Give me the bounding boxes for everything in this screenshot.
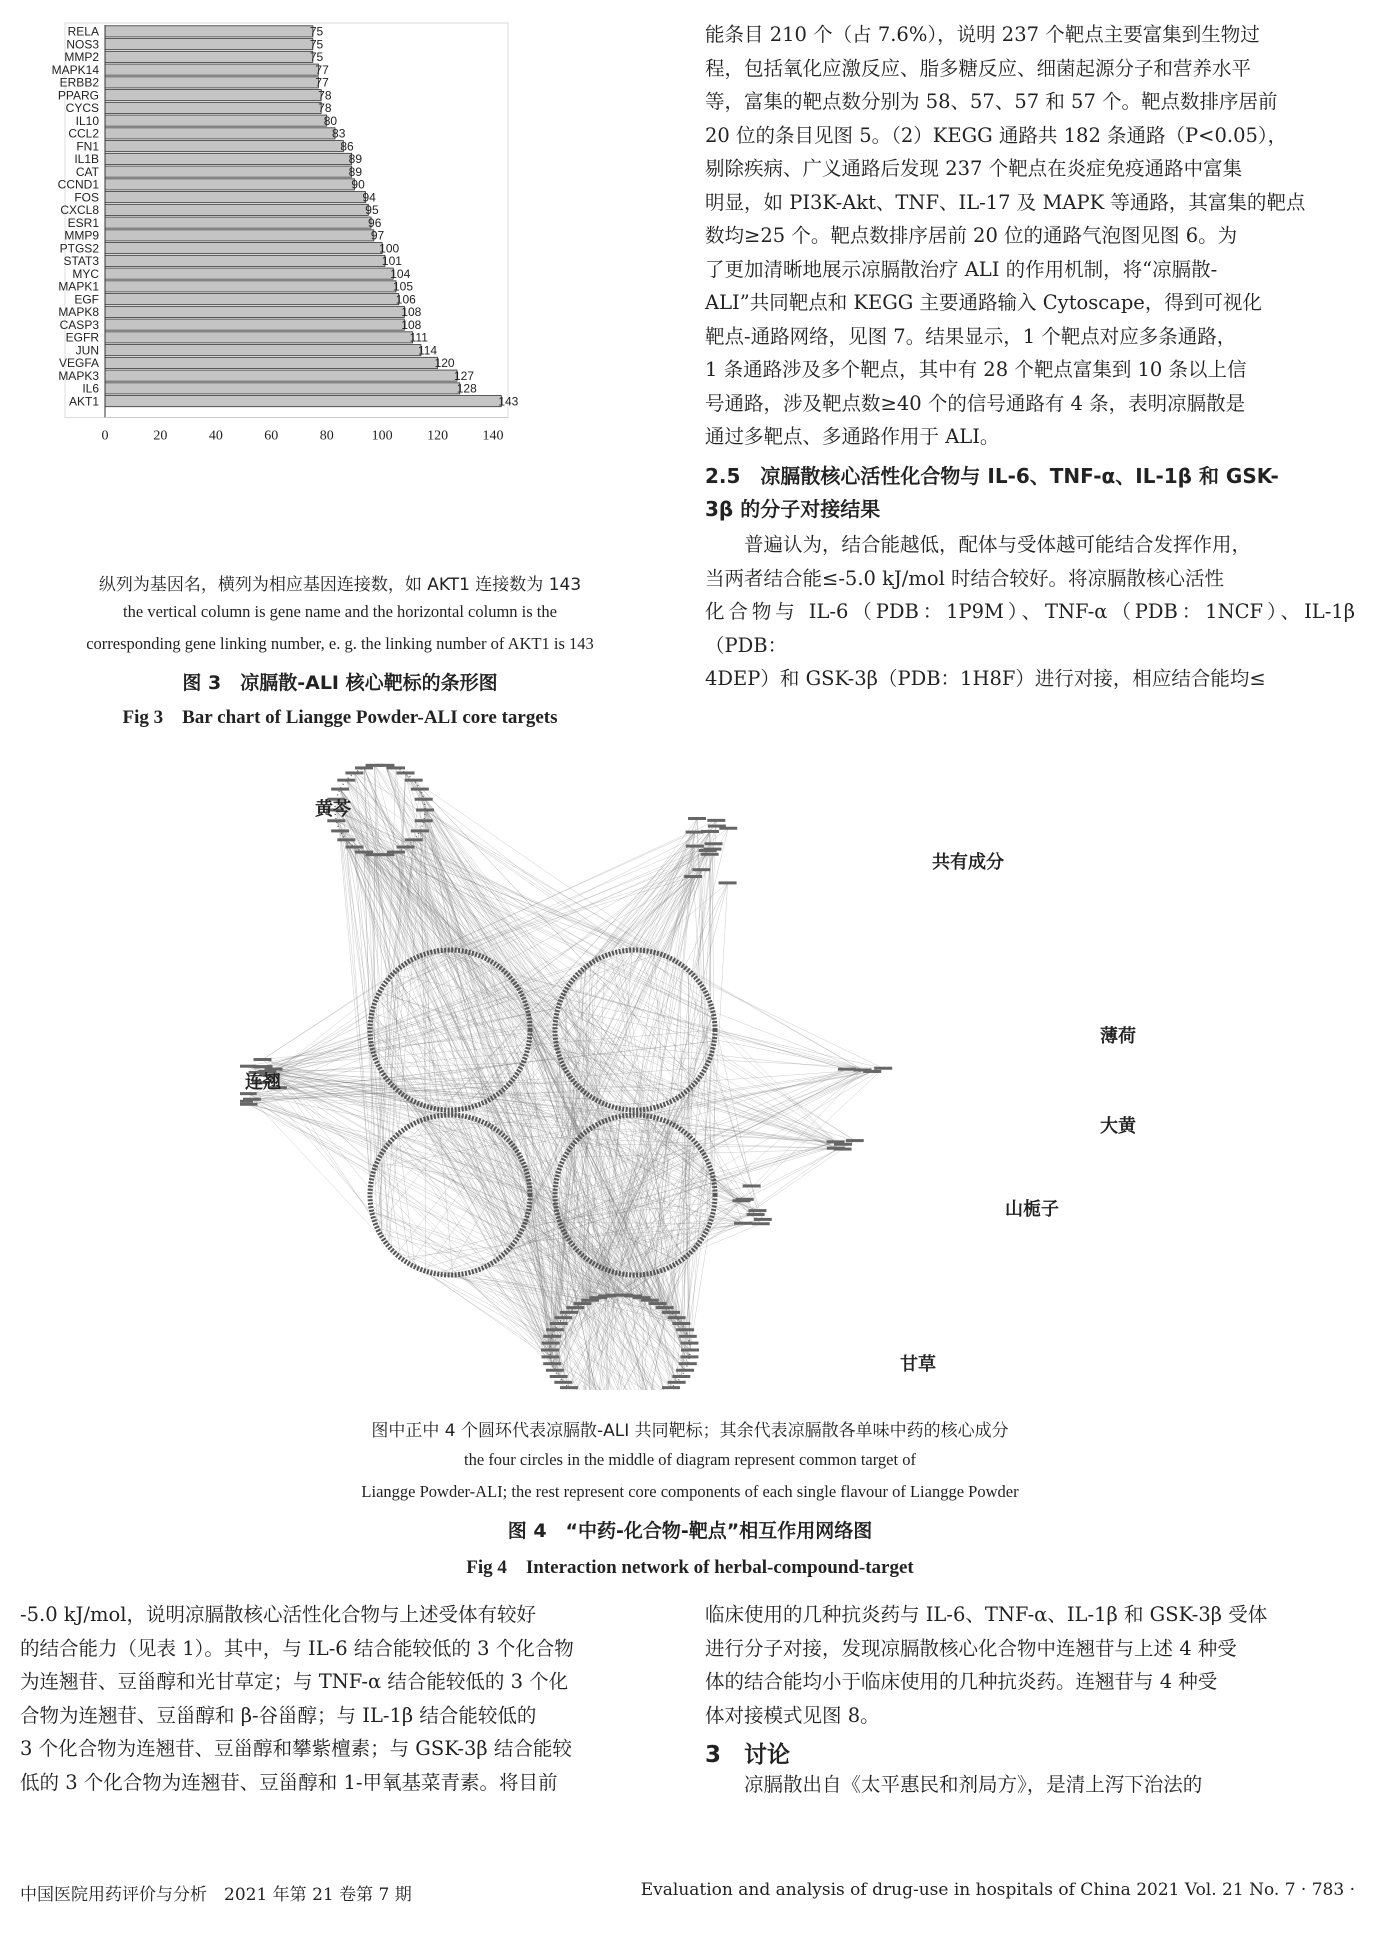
bar-akt1 (105, 396, 501, 407)
compound-node (719, 827, 737, 830)
compound-node (680, 1355, 698, 1358)
network-edge (515, 1077, 559, 1376)
network-edge (551, 967, 586, 1343)
compound-node (243, 1098, 261, 1101)
network-edge (340, 831, 373, 1173)
text-line: 号通路，涉及靶点数≥40 个的信号通路有 4 条，表明凉膈散是 (705, 391, 1246, 415)
bar-value-label: 89 (348, 164, 363, 179)
compound-node (543, 1335, 561, 1338)
text-line: 数均≥25 个。靶点数排序居前 20 位的通路气泡图见图 6。为 (705, 224, 1238, 247)
text-line: 体的结合能均小于临床使用的几种抗炎药。连翘苷与 4 种受 (705, 1670, 1218, 1693)
bar-value-label: 75 (309, 37, 324, 52)
network-edge (406, 773, 622, 1116)
compound-node (676, 1369, 694, 1372)
bar-il6 (105, 383, 460, 394)
network-edge (643, 950, 835, 1141)
bar-category-label: JUN (75, 343, 99, 358)
bar-value-label: 94 (362, 190, 376, 205)
network-edge (621, 1070, 862, 1274)
bar-mmp2 (105, 51, 313, 62)
compound-node (747, 1213, 765, 1216)
compound-node (827, 1140, 845, 1143)
bar-category-label: ERBB2 (59, 75, 99, 90)
compound-node (684, 875, 702, 878)
compound-node (662, 1311, 680, 1314)
compound-node (573, 1302, 591, 1305)
network-edge (354, 847, 376, 997)
section-heading-3: 3 讨论 (705, 1742, 791, 1768)
heading-line: 2.5 凉膈散核心活性化合物与 IL-6、TNF-α、IL-1β 和 GSK- (705, 464, 1279, 488)
bar-category-label: EGFR (65, 330, 99, 345)
text-line: 化合物与 IL-6（PDB：1P9M）、TNF-α（PDB：1NCF）、IL-1β（PDB： (705, 600, 1355, 657)
compound-node (752, 1222, 770, 1225)
text-line: 低的 3 个化合物为连翘苷、豆甾醇和 1-甲氧基菜青素。将目前 (20, 1770, 558, 1794)
bar-esr1 (105, 217, 371, 228)
bar-value-label: 101 (381, 254, 402, 269)
x-tick-label: 20 (153, 428, 168, 444)
compound-node (355, 851, 373, 854)
compound-node (649, 1302, 667, 1305)
compound-node (411, 829, 429, 832)
network-edge (689, 1141, 855, 1255)
compound-node (397, 771, 415, 774)
network-edge (708, 1214, 755, 1227)
bar-casp3 (105, 319, 404, 330)
compound-node (656, 1306, 674, 1309)
bar-value-label: 96 (368, 215, 382, 230)
bar-mmp9 (105, 230, 374, 241)
text-line: ALI”共同靶点和 KEGG 主要通路输入 Cytoscape，得到可视化 (705, 291, 1262, 314)
network-edge (504, 1254, 555, 1370)
bar-value-label: 86 (340, 139, 354, 154)
bar-egfr (105, 332, 413, 343)
bar-category-label: MMP9 (64, 228, 99, 243)
compound-node (416, 809, 434, 812)
compound-node (732, 1199, 750, 1202)
label-gongyou: 共有成分 (932, 852, 1004, 873)
text-line: 体对接模式见图 8。 (705, 1703, 880, 1727)
x-tick-label: 120 (427, 428, 449, 444)
compound-node (387, 766, 405, 769)
compound-node (701, 830, 719, 833)
bar-value-label: 80 (323, 113, 338, 128)
network-edge (335, 810, 638, 950)
bar-category-label: MMP2 (64, 50, 99, 65)
compound-node (240, 1103, 258, 1106)
label-gancao: 甘草 (900, 1354, 936, 1375)
network-edge (453, 1110, 552, 1364)
network-edge (577, 1139, 757, 1210)
compound-node (854, 1068, 872, 1071)
compound-node (560, 1386, 578, 1389)
bar-value-label: 78 (318, 88, 332, 103)
label-bohe: 薄荷 (1100, 1026, 1136, 1047)
bar-value-label: 120 (434, 356, 455, 371)
network-edge (373, 1008, 550, 1357)
compound-node (542, 1355, 560, 1358)
compound-node (734, 1222, 752, 1225)
bar-category-label: CYCS (65, 101, 99, 116)
compound-node (838, 1068, 856, 1071)
compound-node (411, 788, 429, 791)
compound-node (355, 766, 373, 769)
network-edge (528, 877, 693, 1014)
bar-value-label: 100 (379, 241, 400, 256)
compound-node (692, 868, 710, 871)
bar-category-label: IL10 (75, 113, 99, 128)
compound-node (743, 1184, 761, 1187)
compound-node (719, 881, 737, 884)
compound-node (680, 1342, 698, 1345)
fig3-note-en-1: the vertical column is gene name and the horizontal column is the (123, 602, 557, 621)
bar-category-label: EGF (74, 292, 99, 307)
bar-cat (105, 166, 352, 177)
bar-value-label: 83 (332, 126, 346, 141)
compound-node (543, 1362, 561, 1365)
compound-node (415, 819, 433, 822)
network-edge (712, 1068, 883, 1173)
x-tick-label: 100 (371, 428, 393, 444)
bar-value-label: 128 (456, 381, 477, 396)
x-tick-label: 40 (208, 428, 223, 444)
bar-ptgs2 (105, 243, 382, 254)
bar-category-label: MAPK3 (58, 368, 99, 383)
text-line: 4DEP）和 GSK-3β（PDB：1H8F）进行对接，相应结合能均≤ (705, 667, 1266, 690)
bar-mapk3 (105, 370, 457, 381)
fig4-note-en-2: Liangge Powder-ALI; the rest represent core components of each single flavour of Liangge Powder (361, 1482, 1019, 1501)
bar-category-label: ESR1 (67, 215, 99, 230)
bar-mapk1 (105, 281, 396, 292)
bar-stat3 (105, 255, 385, 266)
compound-node (542, 1342, 560, 1345)
network-edge (693, 1070, 863, 1251)
bar-value-label: 127 (453, 368, 475, 383)
fig4-note-en-1: the four circles in the middle of diagram represent common target of (464, 1450, 916, 1469)
bar-category-label: CCL2 (68, 126, 99, 141)
bar-category-label: PTGS2 (59, 241, 99, 256)
network-edge (706, 844, 714, 993)
bar-mapk14 (105, 64, 318, 75)
fig3-note-en-2: corresponding gene linking number, e. g. the linking number of AKT1 is 143 (86, 634, 594, 653)
compound-node (686, 831, 704, 834)
compound-node (546, 1369, 564, 1372)
compound-node (554, 1381, 572, 1384)
compound-node (662, 1386, 680, 1389)
bar-cycs (105, 102, 321, 113)
right-column-text (705, 18, 1355, 454)
label-lianqiao: 连翘 (245, 1072, 281, 1093)
text-line: 剔除疾病、广义通路后发现 237 个靶点在炎症免疫通路中富集 (705, 157, 1243, 180)
bar-rela (105, 26, 313, 37)
compound-node (874, 1067, 892, 1070)
bar-ccnd1 (105, 179, 354, 190)
network-edge (385, 855, 713, 1014)
fig3-title-zh: 图 3 凉膈散-ALI 核心靶标的条形图 (182, 672, 498, 694)
network-edge (431, 952, 873, 1071)
text-line: 3 个化合物为连翘苷、豆甾醇和攀紫檀素；与 GSK-3β 结合能较 (20, 1737, 572, 1760)
text-line: 程，包括氧化应激反应、脂多糖反应、细菌起源分子和营养水平 (705, 56, 1252, 80)
bar-category-label: FOS (74, 190, 99, 205)
text-line: 当两者结合能≤-5.0 kJ/mol 时结合较好。将凉膈散核心活性 (705, 566, 1225, 590)
x-tick-label: 60 (264, 428, 279, 444)
text-line: 普遍认为，结合能越低，配体与受体越可能结合发挥作用， (744, 533, 1252, 556)
compound-node (405, 779, 423, 782)
bar-category-label: IL1B (74, 152, 99, 167)
text-line: 能条目 210 个（占 7.6%），说明 237 个靶点主要富集到生物过 (705, 23, 1260, 46)
bar-pparg (105, 90, 321, 101)
bar-category-label: CAT (75, 164, 99, 179)
compound-node (688, 817, 706, 820)
x-tick-label: 140 (482, 428, 504, 444)
compound-node (337, 838, 355, 841)
network-edge (586, 967, 855, 1141)
bar-category-label: IL6 (82, 381, 99, 396)
bottom-right-last (705, 1768, 1355, 1802)
text-line: 进行分子对接，发现凉膈散核心化合物中连翘苷与上述 4 种受 (705, 1636, 1237, 1660)
text-line: -5.0 kJ/mol，说明凉膈散核心活性化合物与上述受体有较好 (20, 1603, 536, 1626)
bar-value-label: 108 (401, 305, 422, 320)
compound-node (560, 1311, 578, 1314)
bar-category-label: CCND1 (57, 177, 99, 192)
bar-il10 (105, 115, 327, 126)
label-huangqin: 黄芩 (315, 799, 351, 820)
label-dahuang: 大黄 (1100, 1116, 1136, 1137)
network-edge (354, 773, 675, 961)
compound-node (676, 1328, 694, 1331)
compound-node (566, 1306, 584, 1309)
bar-nos3 (105, 39, 313, 50)
compound-node (550, 1322, 568, 1325)
compound-node (701, 853, 719, 856)
network-edge (346, 840, 375, 1003)
bar-value-label: 90 (351, 177, 365, 192)
bar-value-label: 78 (318, 101, 332, 116)
compound-node (672, 1322, 690, 1325)
text-line: 20 位的条目见图 5。（2）KEGG 通路共 182 条通路（P<0.05）， (705, 123, 1288, 147)
network-edge (262, 979, 573, 1067)
bar-value-label: 89 (348, 152, 363, 167)
fig4-title-zh: 图 4 “中药-化合物-靶点”相互作用网络图 (507, 1520, 873, 1542)
bar-value-label: 105 (393, 279, 414, 294)
network-edge (508, 974, 836, 1141)
fig4-title-en: Fig 4 Interaction network of herbal-compound-target (466, 1557, 914, 1578)
compound-node (405, 838, 423, 841)
network-edge (340, 789, 525, 1057)
compound-node (331, 829, 349, 832)
bar-category-label: NOS3 (66, 37, 99, 52)
text-line: 为连翘苷、豆甾醇和光甘草定；与 TNF-α 结合能较低的 3 个化 (20, 1670, 569, 1693)
fig4-note-zh: 图中正中 4 个圆环代表凉膈散-ALI 共同靶标；其余代表凉膈散各单味中药的核心成分 (371, 1421, 1009, 1441)
bar-value-label: 75 (309, 50, 324, 65)
bar-category-label: VEGFA (58, 356, 99, 371)
bar-category-label: PPARG (57, 88, 99, 103)
compound-node (415, 798, 433, 801)
compound-node (331, 788, 349, 791)
compound-node (754, 1218, 772, 1221)
footer-left: 中国医院用药评价与分析 2021 年第 21 卷第 7 期 (20, 1885, 412, 1905)
compound-node (397, 846, 415, 849)
bar-cxcl8 (105, 204, 368, 215)
bar-value-label: 97 (370, 228, 385, 243)
network-edge (385, 855, 714, 1041)
bar-egf (105, 294, 399, 305)
bar-fos (105, 192, 366, 203)
network-edge (406, 847, 560, 1003)
compound-node (827, 1147, 845, 1150)
network-edge (703, 1068, 883, 1237)
text-line: 1 条通路涉及多个靶点，其中有 28 个靶点富集到 10 条以上信 (705, 358, 1247, 381)
text-line: 等，富集的靶点数分别为 58、57、57 和 57 个。靶点数排序居前 (705, 90, 1278, 113)
compound-node (337, 779, 355, 782)
network-edge (346, 840, 712, 1173)
section-heading-2-5 (705, 460, 1355, 526)
compound-node (345, 771, 363, 774)
network-edge (370, 1189, 550, 1356)
text-line: 凉膈散出自《太平惠民和剂局方》，是清上泻下治法的 (744, 1773, 1203, 1796)
label-shanzhizi: 山栀子 (1005, 1199, 1059, 1220)
bar-ccl2 (105, 128, 335, 139)
bar-erbb2 (105, 77, 318, 88)
compound-node (748, 1209, 766, 1212)
heading-line: 3β 的分子对接结果 (705, 497, 881, 521)
network-edge (425, 832, 694, 954)
bar-mapk8 (105, 306, 404, 317)
compound-node (366, 853, 384, 856)
bar-value-label: 106 (395, 292, 416, 307)
compound-node (541, 1349, 559, 1352)
compound-node (703, 848, 721, 851)
compound-node (376, 764, 394, 767)
text-line: 明显，如 PI3K-Akt、TNF、IL-17 及 MAPK 等通路，其富集的靶点 (705, 190, 1306, 214)
network-edge (371, 1019, 551, 1343)
text-line: 的结合能力（见表 1）。其中，与 IL-6 结合能较低的 3 个化合物 (20, 1636, 574, 1660)
compound-node (707, 819, 725, 822)
bar-category-label: MAPK14 (51, 62, 99, 77)
text-line: 了更加清晰地展示凉膈散治疗 ALI 的作用机制，将“凉膈散- (705, 257, 1218, 281)
bar-il1b (105, 153, 352, 164)
x-tick-label: 80 (319, 428, 334, 444)
network-edge (621, 951, 685, 1370)
compound-node (345, 846, 363, 849)
compound-node (705, 842, 723, 845)
bar-value-label: 104 (390, 266, 411, 281)
bar-value-label: 108 (401, 317, 422, 332)
compound-node (546, 1328, 564, 1331)
bar-value-label: 77 (315, 62, 329, 77)
fig3-title-en: Fig 3 Bar chart of Liangge Powder-ALI core targets (122, 707, 558, 728)
right-column-text-2 (705, 528, 1355, 696)
bar-myc (105, 268, 393, 279)
compound-node (550, 1375, 568, 1378)
network-edge (414, 780, 685, 1258)
bar-value-label: 77 (315, 75, 329, 90)
bar-category-label: MYC (72, 266, 99, 281)
compound-node (387, 851, 405, 854)
bar-value-label: 143 (498, 394, 519, 409)
bar-category-label: MAPK1 (58, 279, 99, 294)
bottom-right-text (705, 1598, 1355, 1732)
bar-jun (105, 345, 421, 356)
text-line: 通过多靶点、多通路作用于 ALI。 (705, 425, 1000, 448)
compound-node (681, 1349, 699, 1352)
network-edge (564, 1068, 762, 1220)
bar-value-label: 114 (417, 343, 438, 358)
compound-node (672, 1375, 690, 1378)
compound-node (686, 845, 704, 848)
bar-category-label: FN1 (76, 139, 99, 154)
bar-category-label: RELA (67, 24, 99, 39)
bar-category-label: MAPK8 (58, 305, 99, 320)
compound-node (668, 1381, 686, 1384)
network-edge (675, 1099, 843, 1144)
bar-category-label: STAT3 (63, 254, 99, 269)
bottom-left-text (20, 1598, 670, 1799)
bar-chart (0, 15, 680, 550)
bar-value-label: 75 (309, 24, 324, 39)
x-tick-label: 0 (101, 428, 109, 444)
compound-node (846, 1139, 864, 1142)
bar-category-label: CXCL8 (60, 203, 99, 218)
network-edge (425, 810, 562, 1063)
compound-node (554, 1316, 572, 1319)
network-edge (406, 773, 685, 1258)
bar-fn1 (105, 141, 343, 152)
network-edge (586, 967, 590, 1390)
text-line: 合物为连翘苷、豆甾醇和 β-谷甾醇；与 IL-1β 结合能较低的 (20, 1703, 537, 1727)
footer-right: Evaluation and analysis of drug-use in hospitals of China 2021 Vol. 21 No. 7 · 783 · (640, 1880, 1355, 1900)
compound-node (641, 1299, 659, 1302)
bar-vegfa (105, 357, 438, 368)
compound-node (668, 1316, 686, 1319)
compound-node (254, 1058, 272, 1061)
text-line: 靶点-通路网络，见图 7。结果显示，1 个靶点对应多条通路， (705, 324, 1237, 348)
bar-category-label: AKT1 (68, 394, 99, 409)
compound-node (679, 1362, 697, 1365)
fig3-note-zh: 纵列为基因名，横列为相应基因连接数，如 AKT1 连接数为 143 (98, 575, 582, 595)
text-line: 临床使用的几种抗炎药与 IL-6、TNF-α、IL-1β 和 GSK-3β 受体 (705, 1603, 1268, 1626)
bar-value-label: 111 (409, 330, 428, 345)
bar-category-label: CASP3 (59, 317, 99, 332)
network-edge (335, 810, 643, 950)
network-edge (377, 832, 695, 1227)
compound-node (679, 1335, 697, 1338)
bar-value-label: 95 (365, 203, 379, 218)
